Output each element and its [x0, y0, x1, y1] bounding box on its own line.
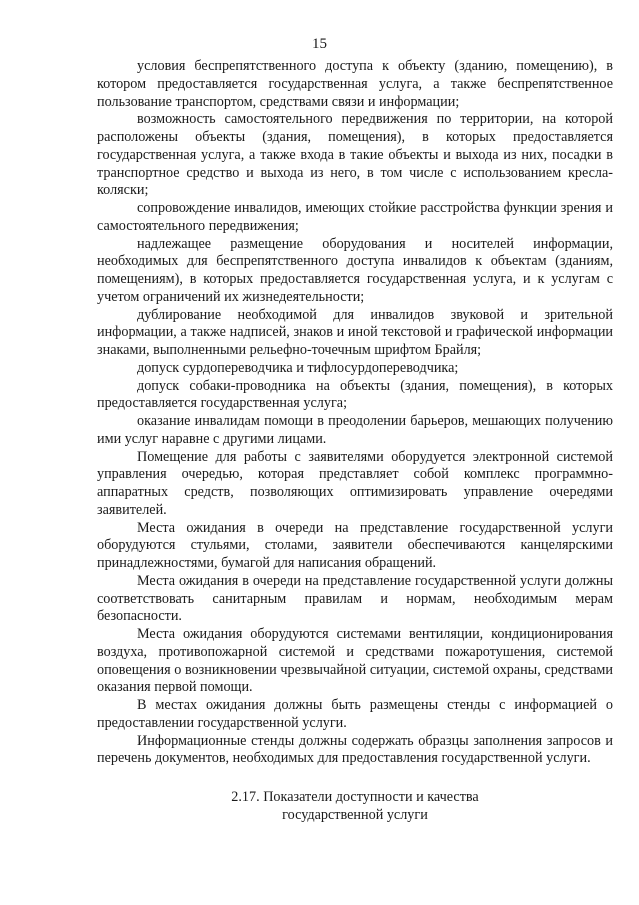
paragraph: Места ожидания оборудуются системами вентиляции, кондиционирования воздуха, противопожарной системой и средствами пожаротушения, системой оповещения о возникновении чрезвычайной ситуации, системой охраны, средствами оказания первой помощи.: [97, 626, 613, 696]
paragraph: Помещение для работы с заявителями оборудуется электронной системой управления очередью, которая представляет собой комплекс программно-аппаратных средств, позволяющих оптимизировать управление очередями заявителей.: [97, 448, 613, 518]
paragraph: Места ожидания в очереди на представление государственной услуги оборудуются стульями, столами, заявители обеспечиваются канцелярскими принадлежностями, бумагой для написания обращений.: [97, 519, 613, 571]
paragraph: надлежащее размещение оборудования и носителей информации, необходимых для беспрепятственного доступа инвалидов к объектам (зданиям, помещениям), в которых предоставляется государственная услуга, и к услугам с учетом ограничений их жизнедеятельности;: [97, 235, 613, 305]
paragraph: Места ожидания в очереди на представление государственной услуги должны соответствовать санитарным правилам и нормам, необходимым мерам безопасности.: [97, 572, 613, 625]
paragraph: возможность самостоятельного передвижения по территории, на которой расположены объекты (здания, помещения), в которых предоставляется государственная услуга, а также входа в такие объекты и выхода из них, посадки в транспортное средство и выхода из него, в том числе с использованием кресла-коляски;: [97, 111, 613, 199]
paragraph: допуск собаки-проводника на объекты (здания, помещения), в которых предоставляется государственная услуга;: [97, 377, 613, 412]
paragraph: Информационные стенды должны содержать образцы заполнения запросов и перечень документов, необходимых для предоставления государственной услуги.: [97, 732, 613, 767]
paragraph: В местах ожидания должны быть размещены стенды с информацией о предоставлении государственной услуги.: [97, 697, 613, 731]
section-heading-line-2: государственной услуги: [282, 807, 428, 823]
section-heading: [97, 788, 613, 824]
section-heading-line-1: 2.17. Показатели доступности и качества: [231, 789, 479, 805]
paragraph: дублирование необходимой для инвалидов звуковой и зрительной информации, а также надписей, знаков и иной текстовой и графической информации знаками, выполненными рельефно-точечным шрифтом Брайля;: [97, 306, 613, 358]
paragraph: сопровождение инвалидов, имеющих стойкие расстройства функции зрения и самостоятельного передвижения;: [97, 200, 613, 234]
body-text: [97, 58, 613, 768]
paragraph: условия беспрепятственного доступа к объекту (зданию, помещению), в котором предоставляется государственная услуга, а также беспрепятственное пользование транспортом, средствами связи и информации;: [97, 58, 613, 110]
paragraph: оказание инвалидам помощи в преодолении барьеров, мешающих получению ими услуг наравне с другими лицами.: [97, 413, 613, 447]
paragraph: допуск сурдопереводчика и тифлосурдопереводчика;: [137, 359, 459, 376]
page-number: 15: [312, 36, 327, 52]
